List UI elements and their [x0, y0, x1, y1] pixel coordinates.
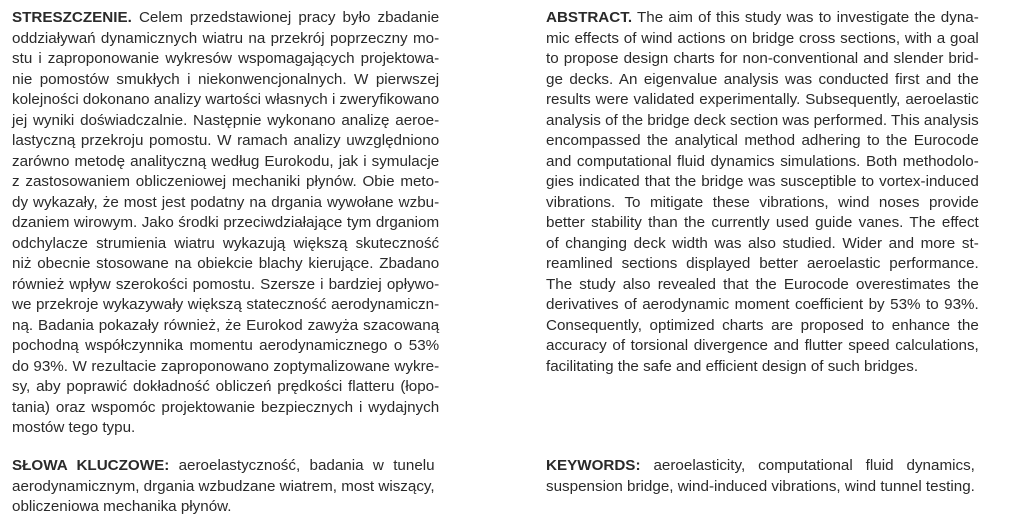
keywords-line: aerodynamicznym, drgania wzbudzane wiatrem, most wiszący,: [12, 477, 435, 495]
keywords-text: aeroelasticity, computational fluid dynamics,: [653, 457, 975, 474]
paragraph-line: pochodną współczynnika momentu aerodynamicznego o 53%: [12, 337, 440, 354]
paragraph-line: results were validated experimentally. Subsequently, aeroelastic: [546, 91, 979, 108]
streszczenie-section: [12, 8, 439, 439]
paragraph-line: gies indicated that the bridge was susceptible to vortex-induced: [546, 173, 979, 190]
paragraph-line: derivatives of aerodynamic moment coefficient by 53% to 93%.: [546, 296, 979, 313]
streszczenie-line-1: [12, 8, 439, 29]
paragraph-line: reamlined sections displayed better aeroelastic performance.: [546, 255, 979, 272]
paragraph-line: ną. Badania pokazały również, że Eurokod zawyża szacowaną: [12, 316, 440, 334]
paragraph-line: zarówno metodę analityczną według Eurokodu, jak i symulacje: [12, 152, 440, 170]
paragraph-line: do 93%. W rezultacie zaproponowano zoptymalizowane wykre-: [12, 357, 440, 375]
paragraph-line: mostów tego typu.: [12, 419, 136, 436]
paragraph-line: mic effects of wind actions on bridge cross sections, with a goal: [546, 29, 979, 47]
abstract-text: The aim of this study was to investigate the dyna-: [637, 9, 979, 26]
paragraph-line: we przekroje wykazywały większą stateczność aerodynamiczn-: [12, 296, 440, 313]
paragraph-line: tania) oraz wspomóc projektowanie bezpiecznych i wydajnych: [12, 398, 440, 416]
paragraph-line: of changing deck width was also studied. Wider and more st-: [546, 234, 979, 252]
keywords-line: obliczeniowa mechanika płynów.: [12, 498, 232, 515]
paragraph-line: lastyczną przekroju pomostu. W ramach analizy uwzględniono: [12, 132, 440, 149]
paragraph-line: Consequently, optimized charts are proposed to enhance the: [546, 316, 979, 334]
paragraph-line: również wpływ szerokości pomostu. Szersze i bardziej opływo-: [12, 275, 440, 293]
paragraph-line: dy wykazały, że most jest podatny na drgania wywołane wzbu-: [12, 193, 440, 211]
streszczenie-text: Celem przedstawionej pracy było zbadanie: [138, 9, 440, 26]
paragraph-line: ge decks. An eigenvalue analysis was conducted first and the: [546, 70, 979, 88]
paragraph-line: z zastosowaniem obliczeniowej mechaniki płynów. Obie meto-: [12, 173, 440, 190]
paragraph-line: dzaniem wirowym. Jako środki przeciwdziałające tym drganiom: [12, 214, 440, 231]
paragraph-line: jej wyniki doświadczalnie. Następnie wykonano analizę aeroe-: [12, 111, 440, 129]
paragraph-line: niż obecnie stosowane na obiekcie blachy kierujące. Zbadano: [12, 255, 440, 272]
abstract-line-1: [546, 8, 979, 29]
keywords-line-1: [546, 456, 975, 477]
paragraph-line: stu i zaproponowanie wykresów wspomagających projektowa-: [12, 50, 440, 67]
paragraph-line: to propose design charts for non-conventional and slender brid-: [546, 50, 979, 67]
paragraph-line: The study also revealed that the Eurocode overestimates the: [546, 275, 979, 293]
paragraph-line: odchylacze strumienia wiatru wykazują większą skuteczność: [12, 234, 440, 252]
paragraph-line: encompassed the analytical method adhering to the Eurocode: [546, 132, 979, 149]
paragraph-line: facilitating the safe and efficient design of such bridges.: [546, 357, 919, 375]
slowa-kluczowe-text: aeroelastyczność, badania w tunelu: [178, 457, 435, 474]
paragraph-line: kolejności dokonano analizy wartości własnych i zweryfikowano: [12, 91, 440, 108]
paragraph-line: analysis of the bridge deck section was performed. This analysis: [546, 111, 979, 129]
paragraph-line: oddziaływań dynamicznych wiatru na przekrój poprzeczny mo-: [12, 29, 440, 47]
paragraph-line: vibrations. To mitigate these vibrations, wind noses provide: [546, 193, 979, 211]
keywords-line: suspension bridge, wind-induced vibrations, wind tunnel testing.: [546, 477, 975, 495]
paragraph-line: sy, aby poprawić dokładność obliczeń prędkości flatteru (łopo-: [12, 378, 440, 395]
slowa-kluczowe-line-1: [12, 456, 435, 477]
slowa-kluczowe-label: SŁOWA KLUCZOWE:: [12, 457, 170, 474]
streszczenie-label: STRESZCZENIE.: [12, 9, 132, 26]
keywords-label: KEYWORDS:: [546, 457, 641, 474]
abstract-label: ABSTRACT.: [546, 9, 633, 26]
abstract-section: [546, 8, 979, 377]
paragraph-line: accuracy of torsional divergence and flutter speed calculations,: [546, 337, 979, 354]
slowa-kluczowe-section: [12, 456, 435, 518]
paragraph-line: and computational fluid dynamics simulations. Both methodolo-: [546, 152, 979, 170]
keywords-section: [546, 456, 975, 497]
paragraph-line: better stability than the currently used guide vanes. The effect: [546, 214, 979, 231]
paragraph-line: nie pomostów smukłych i niekonwencjonalnych. W pierwszej: [12, 70, 440, 88]
